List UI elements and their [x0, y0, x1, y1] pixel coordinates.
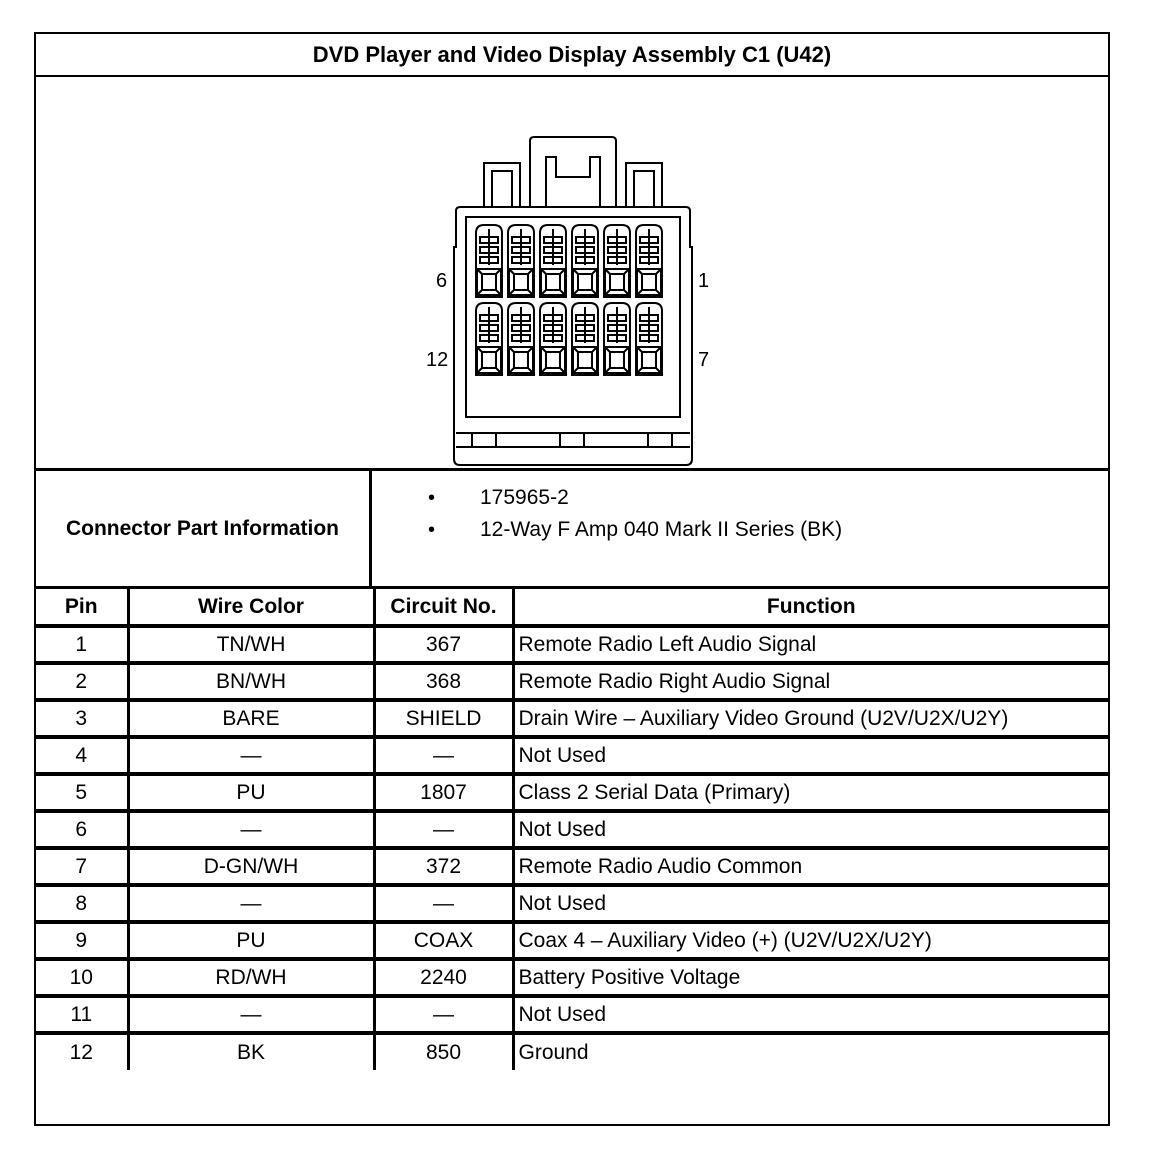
pin-cell: 1	[36, 626, 128, 663]
connector-latch	[530, 137, 616, 207]
circuit-cell: COAX	[374, 922, 513, 959]
pin-cavity	[604, 225, 630, 297]
function-cell: Ground	[518, 1040, 589, 1064]
connector-key	[648, 433, 672, 447]
pin-cavity	[636, 303, 662, 375]
table-row	[36, 885, 1108, 922]
wire-color-cell: —	[128, 885, 374, 922]
table-row	[36, 848, 1108, 885]
wire-color-cell: PU	[128, 922, 374, 959]
connector-face-illustration	[36, 77, 1108, 471]
connector-diagram	[36, 77, 1108, 471]
pinout-table	[36, 589, 1108, 1070]
pin-cavity	[476, 225, 502, 297]
table-row	[36, 774, 1108, 811]
circuit-cell: 368	[374, 663, 513, 700]
function-cell: Not Used	[513, 811, 1108, 848]
table-row	[36, 959, 1108, 996]
circuit-cell: 367	[374, 626, 513, 663]
page-title: DVD Player and Video Display Assembly C1 (U42)	[36, 34, 1108, 77]
connector-sheet	[34, 32, 1110, 1126]
column-header-pin: Pin	[36, 589, 128, 626]
circuit-cell: 372	[374, 848, 513, 885]
table-row	[36, 1033, 1108, 1070]
pinout-table-body	[36, 626, 1108, 1070]
wire-color-cell: BARE	[128, 700, 374, 737]
pin-cell: 5	[36, 774, 128, 811]
pin-cavities	[476, 225, 662, 375]
pin-cavity	[636, 225, 662, 297]
circuit-cell: 850	[374, 1033, 513, 1070]
part-number: 175965-2	[480, 486, 569, 509]
table-row	[36, 700, 1108, 737]
table-row	[36, 811, 1108, 848]
function-cell: Not Used	[513, 885, 1108, 922]
pin-cavity	[540, 225, 566, 297]
wire-color-cell: BK	[128, 1033, 374, 1070]
circuit-cell: —	[374, 811, 513, 848]
connector-key	[472, 433, 496, 447]
function-cell: Remote Radio Right Audio Signal	[513, 663, 1108, 700]
circuit-cell: 2240	[374, 959, 513, 996]
column-header-circuit-no: Circuit No.	[374, 589, 513, 626]
part-description: 12-Way F Amp 040 Mark II Series (BK)	[480, 518, 843, 541]
wire-color-cell: BN/WH	[128, 663, 374, 700]
pin-cell: 12	[36, 1033, 128, 1070]
pin-cell: 2	[36, 663, 128, 700]
column-header-wire-color: Wire Color	[128, 589, 374, 626]
pin-label-12: 12	[426, 349, 449, 371]
pin-label-7: 7	[698, 349, 710, 371]
circuit-cell: SHIELD	[374, 700, 513, 737]
pin-cavity	[572, 303, 598, 375]
table-row	[36, 737, 1108, 774]
pin-cell: 3	[36, 700, 128, 737]
function-cell: Not Used	[513, 996, 1108, 1033]
connector-latch-tab	[546, 157, 600, 207]
wire-color-cell: RD/WH	[128, 959, 374, 996]
bullet-icon: •	[428, 486, 436, 509]
function-cell: Class 2 Serial Data (Primary)	[513, 774, 1108, 811]
pin-cell: 4	[36, 737, 128, 774]
table-row	[36, 626, 1108, 663]
pin-cavity	[508, 303, 534, 375]
table-row	[36, 663, 1108, 700]
table-header-row	[36, 589, 1108, 626]
pin-cell: 10	[36, 959, 128, 996]
wire-color-cell: TN/WH	[128, 626, 374, 663]
connector-key	[560, 433, 584, 447]
pin-cell: 7	[36, 848, 128, 885]
function-cell: Not Used	[513, 737, 1108, 774]
function-cell: Battery Positive Voltage	[513, 959, 1108, 996]
wire-color-cell: D-GN/WH	[128, 848, 374, 885]
wire-color-cell: PU	[128, 774, 374, 811]
pin-cell: 6	[36, 811, 128, 848]
wire-color-cell: —	[128, 737, 374, 774]
circuit-cell: 1807	[374, 774, 513, 811]
table-row	[36, 996, 1108, 1033]
connector-left-ear	[484, 163, 520, 207]
pin-cell: 9	[36, 922, 128, 959]
function-cell: Coax 4 – Auxiliary Video (+) (U2V/U2X/U2Y)	[513, 922, 1108, 959]
connector-part-info-list	[372, 471, 1108, 586]
column-header-function: Function	[513, 589, 1108, 626]
bullet-icon: •	[428, 518, 436, 541]
circuit-cell: —	[374, 737, 513, 774]
wire-color-cell: —	[128, 996, 374, 1033]
wire-color-cell: —	[128, 811, 374, 848]
pin-cavity	[476, 303, 502, 375]
pin-cell: 8	[36, 885, 128, 922]
circuit-cell: —	[374, 885, 513, 922]
pin-cavity	[508, 225, 534, 297]
pin-label-6: 6	[436, 270, 448, 292]
pin-cell: 11	[36, 996, 128, 1033]
pin-cavity	[604, 303, 630, 375]
connector-part-info-label: Connector Part Information	[36, 471, 372, 586]
pin-cavity	[572, 225, 598, 297]
pin-cavity	[540, 303, 566, 375]
function-cell: Remote Radio Left Audio Signal	[513, 626, 1108, 663]
connector-right-ear	[626, 163, 662, 207]
circuit-cell: —	[374, 996, 513, 1033]
function-cell: Drain Wire – Auxiliary Video Ground (U2V/U2X/U2Y)	[513, 700, 1108, 737]
function-cell: Remote Radio Audio Common	[513, 848, 1108, 885]
pin-label-1: 1	[698, 270, 710, 292]
connector-part-info	[36, 471, 1108, 589]
table-row	[36, 922, 1108, 959]
